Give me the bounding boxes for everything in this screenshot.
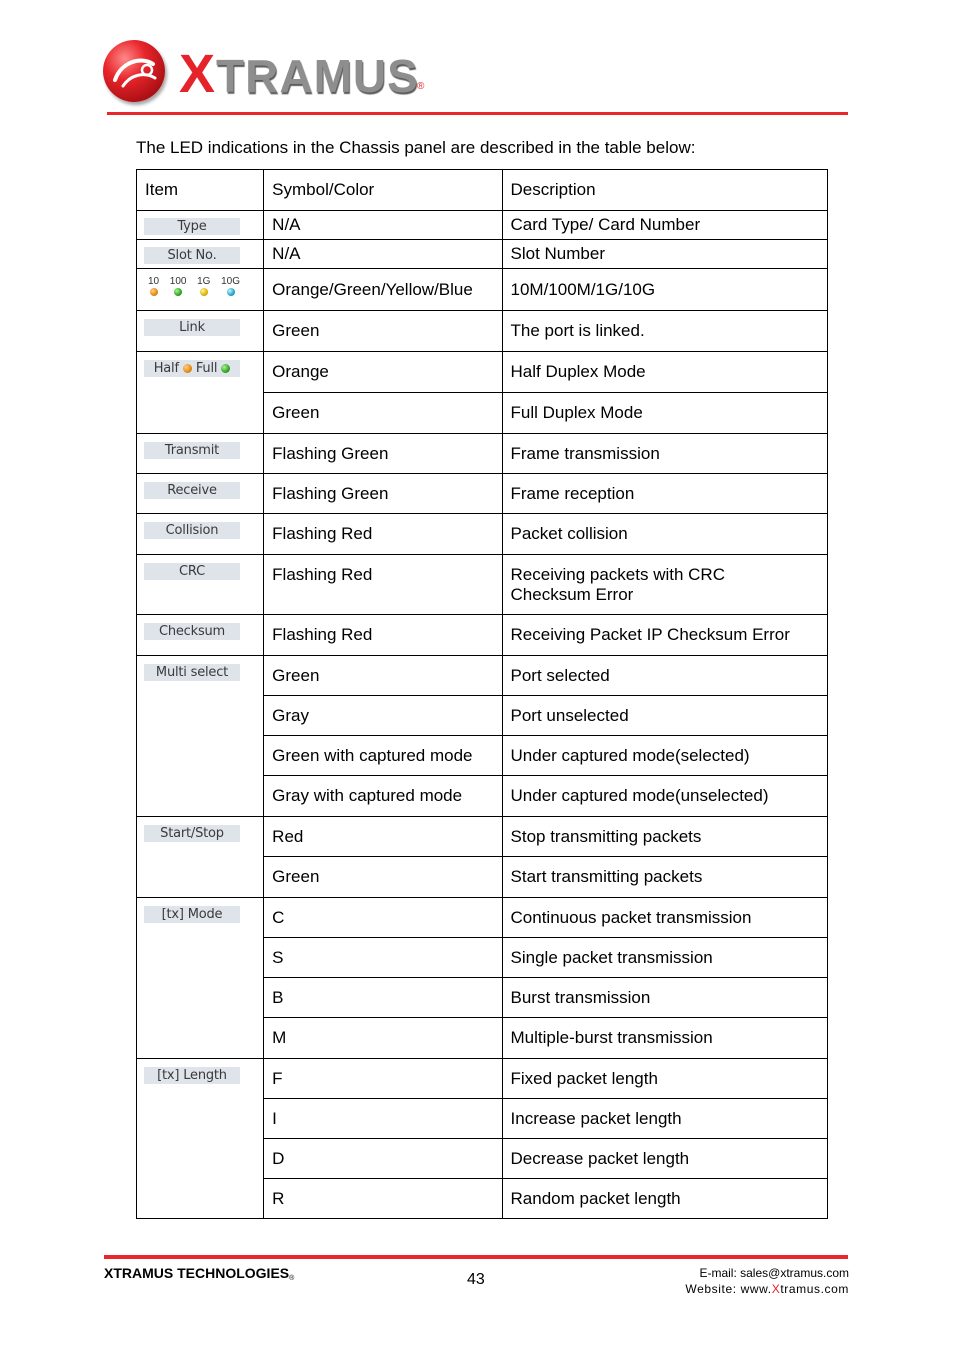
item-cell [137,269,264,311]
description-cell: Half Duplex Mode [502,352,827,393]
speed-1g-led: 1G [197,277,210,296]
table-row [137,434,828,474]
item-cell [137,817,264,898]
item-cell [137,352,264,434]
table-row [137,555,828,615]
description-cell: Port unselected [502,696,827,736]
orange-led-icon [150,288,158,296]
checksum-chip: Checksum [144,623,240,640]
description-cell: Full Duplex Mode [502,393,827,434]
start-stop-chip: Start/Stop [144,825,240,842]
header-description: Description [502,170,827,211]
symbol-cell: Flashing Green [264,434,502,474]
table-row [137,352,828,393]
collision-chip: Collision [144,522,240,539]
duplex-chip [144,360,240,377]
company-name: XTRAMUS TECHNOLOGIES [104,1265,290,1281]
table-row [137,817,828,857]
description-cell: Under captured mode(unselected) [502,776,827,817]
yellow-led-icon [200,288,208,296]
symbol-cell: Green [264,311,502,352]
blue-led-icon [227,288,235,296]
description-cell: Start transmitting packets [502,857,827,898]
description-cell: Frame transmission [502,434,827,474]
footer-divider [104,1255,848,1259]
description-cell: Under captured mode(selected) [502,736,827,776]
symbol-cell: B [264,978,502,1018]
speed-10g-led: 10G [221,277,240,296]
item-cell [137,240,264,269]
description-cell: Decrease packet length [502,1139,827,1179]
table-row [137,240,828,269]
speed-100-led: 100 [170,277,187,296]
item-cell [137,898,264,1059]
description-cell: Random packet length [502,1179,827,1219]
item-cell [137,1059,264,1219]
table-row [137,615,828,656]
logo-swirl-icon [103,40,165,102]
item-cell [137,555,264,615]
description-cell: Stop transmitting packets [502,817,827,857]
speed-10-led: 10 [148,277,159,296]
symbol-cell: Flashing Red [264,615,502,656]
description-line: Receiving packets with CRC [510,565,725,584]
symbol-cell: C [264,898,502,938]
symbol-cell: Flashing Red [264,555,502,615]
table-row [137,211,828,240]
green-led-icon [221,364,230,373]
table-row [137,898,828,938]
description-cell: The port is linked. [502,311,827,352]
symbol-cell: I [264,1099,502,1139]
symbol-cell: Green [264,857,502,898]
logo-registered-mark: ® [417,81,425,92]
symbol-cell: Gray with captured mode [264,776,502,817]
item-cell [137,311,264,352]
description-cell: Frame reception [502,474,827,514]
led-indication-table [136,169,828,1219]
half-label: Half [153,361,179,376]
symbol-cell: Green [264,393,502,434]
type-chip: Type [144,218,240,235]
table-row [137,311,828,352]
full-label: Full [195,361,218,376]
tx-mode-chip: [tx] Mode [144,906,240,923]
table-row [137,474,828,514]
page-number: 43 [467,1271,485,1288]
symbol-cell: Flashing Green [264,474,502,514]
description-cell: Packet collision [502,514,827,555]
header-symbol: Symbol/Color [264,170,502,211]
orange-led-icon [183,364,192,373]
table-header-row [137,170,828,211]
footer-email: E-mail: sales@xtramus.com [699,1266,849,1280]
symbol-cell: R [264,1179,502,1219]
symbol-cell: Orange/Green/Yellow/Blue [264,269,502,311]
link-chip: Link [144,319,240,336]
item-cell [137,615,264,656]
footer-website: Website: www.Xtramus.com [685,1282,849,1296]
multi-select-chip: Multi select [144,664,240,681]
footer-company [104,1265,294,1282]
description-cell: Continuous packet transmission [502,898,827,938]
symbol-cell: Orange [264,352,502,393]
symbol-cell: F [264,1059,502,1099]
table-row [137,656,828,696]
symbol-cell: Green [264,656,502,696]
description-cell: Increase packet length [502,1099,827,1139]
description-cell: Card Type/ Card Number [502,211,827,240]
description-cell: Single packet transmission [502,938,827,978]
description-cell: Receiving Packet IP Checksum Error [502,615,827,656]
logo-wordmark: XTRAMUS [179,44,419,104]
symbol-cell: Flashing Red [264,514,502,555]
table-row [137,1059,828,1099]
xtramus-logo [103,38,433,110]
intro-text: The LED indications in the Chassis panel are described in the table below: [136,138,696,157]
description-cell: 10M/100M/1G/10G [502,269,827,311]
tx-length-chip: [tx] Length [144,1067,240,1084]
description-cell: Multiple-burst transmission [502,1018,827,1059]
green-led-icon [174,288,182,296]
symbol-cell: N/A [264,211,502,240]
item-cell [137,211,264,240]
table-row [137,269,828,311]
description-cell: Slot Number [502,240,827,269]
symbol-cell: Gray [264,696,502,736]
symbol-cell: Green with captured mode [264,736,502,776]
transmit-chip: Transmit [144,442,240,459]
symbol-cell: Red [264,817,502,857]
company-registered-mark: ® [289,1275,295,1282]
description-cell: Burst transmission [502,978,827,1018]
symbol-cell: S [264,938,502,978]
table-row [137,514,828,555]
receive-chip: Receive [144,482,240,499]
symbol-cell: D [264,1139,502,1179]
symbol-cell: N/A [264,240,502,269]
crc-chip: CRC [144,563,240,580]
speed-led-group [148,277,240,296]
header-item: Item [137,170,264,211]
slot-no-chip: Slot No. [144,247,240,264]
description-line: Checksum Error [510,585,634,604]
item-cell [137,474,264,514]
symbol-cell: M [264,1018,502,1059]
description-cell: Port selected [502,656,827,696]
description-cell [502,555,827,615]
item-cell [137,514,264,555]
description-cell: Fixed packet length [502,1059,827,1099]
header-divider [107,112,848,115]
item-cell [137,656,264,817]
item-cell [137,434,264,474]
